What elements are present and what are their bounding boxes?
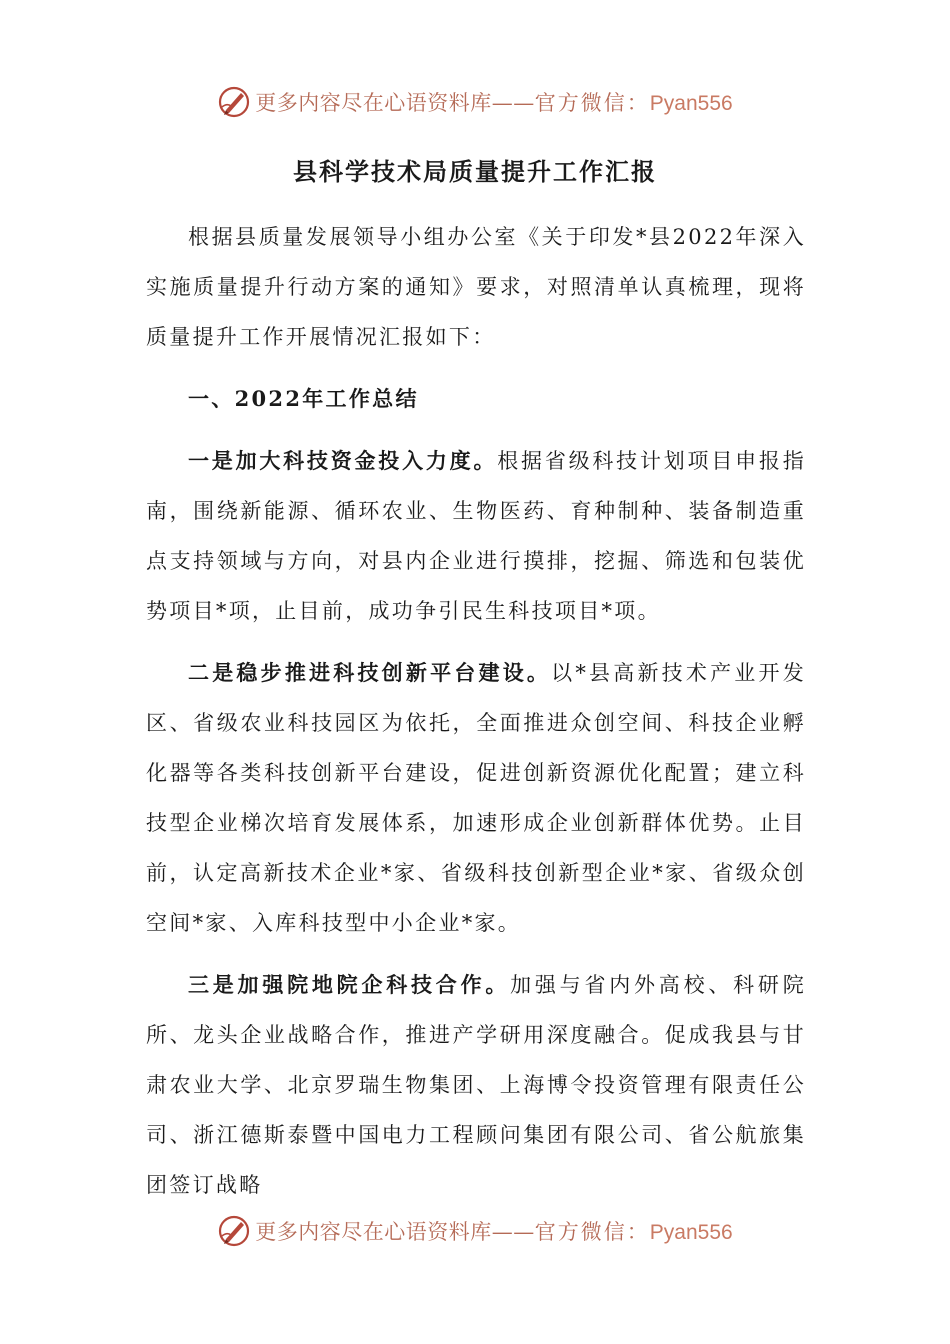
pen-circle-logo-icon: [217, 1214, 251, 1248]
item-body: 加强与省内外高校、科研院所、龙头企业战略合作，推进产学研用深度融合。促成我县与甘肃农业大学、北京罗瑞生物集团、上海博令投资管理有限责任公司、浙江德斯泰暨中国电力工程顾问集团有限公司、省公航旅集团签订战略: [146, 973, 806, 1197]
list-item: [146, 648, 806, 948]
footer-watermark-banner: [0, 1211, 950, 1251]
header-watermark-banner: [0, 82, 950, 122]
document-body: [146, 212, 806, 1222]
item-body: 以*县高新技术产业开发区、省级农业科技园区为依托，全面推进众创空间、科技企业孵化器等各类科技创新平台建设，促进创新资源优化配置；建立科技型企业梯次培育发展体系，加速形成企业创新群体优势。止目前，认定高新技术企业*家、省级科技创新型企业*家、省级众创空间*家、入库科技型中小企业*家。: [146, 661, 806, 935]
watermark-text: 更多内容尽在心语资料库——官方微信：Pyan556: [255, 91, 733, 115]
item-body: 根据省级科技计划项目申报指南，围绕新能源、循环农业、生物医药、育种制种、装备制造重点支持领域与方向，对县内企业进行摸排，挖掘、筛选和包装优势项目*项，止目前，成功争引民生科技项目*项。: [146, 449, 806, 623]
item-lead: 一是加大科技资金投入力度。: [188, 448, 498, 473]
section-heading: 一、2022年工作总结: [188, 386, 419, 411]
intro-paragraph: 根据县质量发展领导小组办公室《关于印发*县2022年深入实施质量提升行动方案的通知》要求，对照清单认真梳理，现将质量提升工作开展情况汇报如下：: [146, 225, 806, 349]
list-item: [146, 960, 806, 1210]
list-item: [146, 436, 806, 636]
item-lead: 三是加强院地院企科技合作。: [188, 972, 511, 997]
pen-circle-logo-icon: [217, 85, 251, 119]
watermark-text: 更多内容尽在心语资料库——官方微信：Pyan556: [255, 1220, 733, 1244]
item-lead: 二是稳步推进科技创新平台建设。: [188, 660, 552, 685]
document-title: 县科学技术局质量提升工作汇报: [293, 157, 657, 186]
